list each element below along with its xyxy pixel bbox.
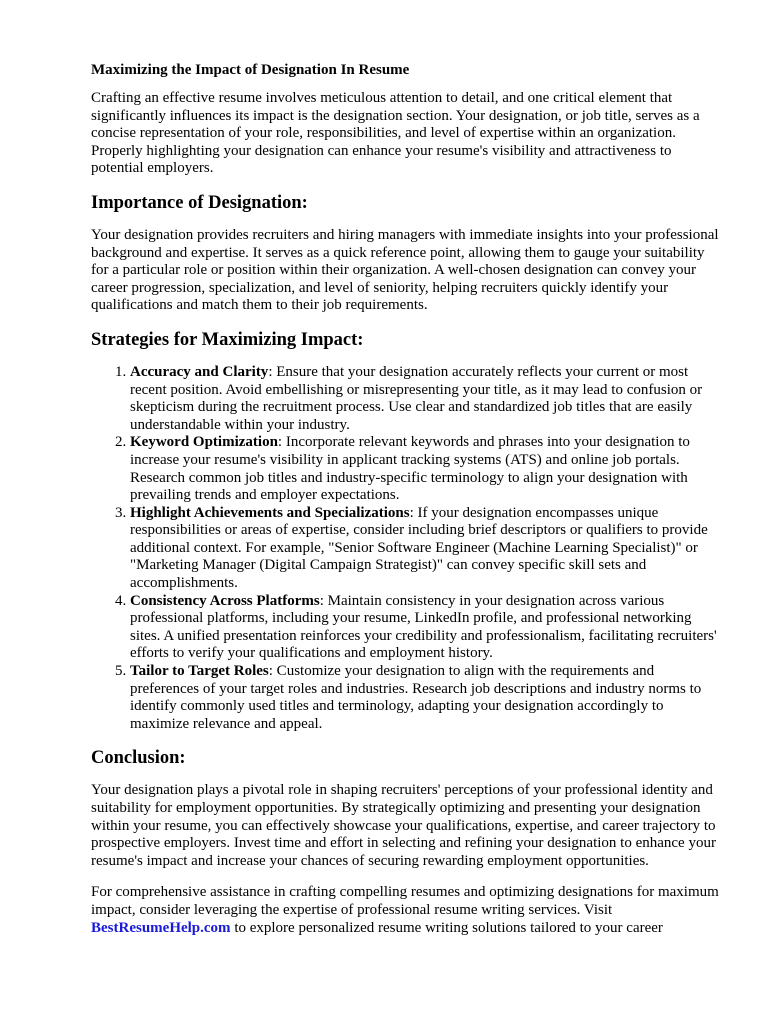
closing-paragraph <box>91 884 719 937</box>
list-item-text: : Customize your designation to align with the requirements and preferences of your target roles and industries. Research job descriptions and industry norms to identify commonly used titles and terminology, adapting your designation accordingly to maximize relevance and appeal. <box>130 663 702 732</box>
list-item-text: : Ensure that your designation accurately reflects your current or most recent position. Avoid embellishing or misrepresenting your title, as it may lead to confusion or skepticism during the recruitment process. Use clear and standardized job titles that are easily understandable within your industry. <box>130 363 703 433</box>
list-item <box>130 663 719 733</box>
importance-paragraph: Your designation provides recruiters and hiring managers with immediate insights into your professional background and expertise. It serves as a quick reference point, allowing them to gauge your suitability for a particular role or position within their organization. A well-chosen designation can convey your career progression, specialization, and level of seniority, helping recruiters quickly identify your qualifications and match them to their job requirements. <box>91 226 719 314</box>
closing-text: For comprehensive assistance in crafting compelling resumes and optimizing designations for maximum impact, consider leveraging the expertise of professional resume writing services. Visit <box>91 884 719 918</box>
list-item-term: Highlight Achievements and Specializations <box>130 504 410 521</box>
list-item-text: : If your designation encompasses unique responsibilities or areas of expertise, consider including brief descriptors or qualifiers to provide additional context. For example, "Senior Software Engineer (Machine Learning Specialist)" or "Marketing Manager (Digital Campaign Strategist)" can convey specific skill sets and accomplishments. <box>130 504 708 592</box>
conclusion-paragraph: Your designation plays a pivotal role in shaping recruiters' perceptions of your professional identity and suitability for employment opportunities. By strategically optimizing and presenting your designation within your resume, you can effectively showcase your qualifications, expertise, and career trajectory to prospective employers. Invest time and effort in selecting and refining your designation to enhance your resume's impact and increase your chances of securing rewarding employment opportunities. <box>91 782 716 869</box>
list-item-term: Tailor to Target Roles <box>130 663 269 680</box>
list-item <box>130 593 719 663</box>
list-item <box>130 505 719 593</box>
list-item-text: : Incorporate relevant keywords and phrases into your designation to increase your resume's visibility in applicant tracking systems (ATS) and online job portals. Research common job titles and industry-specific terminology to align your designation with prevailing trends and employer expectations. <box>130 434 690 504</box>
list-item-term: Keyword Optimization <box>130 434 278 451</box>
resume-help-link[interactable]: BestResumeHelp.com <box>91 919 231 936</box>
list-item-term: Consistency Across Platforms <box>130 592 320 609</box>
intro-paragraph: Crafting an effective resume involves meticulous attention to detail, and one critical element that significantly influences its impact is the designation section. Your designation, or job title, serves as a concise representation of your role, responsibilities, and level of expertise within an organization. Properly highlighting your designation can enhance your resume's visibility and attractiveness to potential employers. <box>91 90 700 177</box>
importance-heading: Importance of Designation: <box>91 192 308 213</box>
strategies-list <box>91 364 719 733</box>
list-item-text: : Maintain consistency in your designation across various professional platforms, including your resume, LinkedIn profile, and professional networking sites. A unified presentation reinforces your credibility and professionalism, facilitating recruiters' efforts to verify your qualifications and employment history. <box>130 592 717 662</box>
list-item-term: Accuracy and Clarity <box>130 363 269 380</box>
conclusion-heading: Conclusion: <box>91 748 186 769</box>
document-title: Maximizing the Impact of Designation In Resume <box>91 62 410 78</box>
list-item <box>130 364 719 434</box>
list-item <box>130 434 719 504</box>
document-page <box>91 52 719 937</box>
closing-text-end: to explore personalized resume writing solutions tailored to your career <box>230 919 663 936</box>
strategies-heading: Strategies for Maximizing Impact: <box>91 329 364 350</box>
